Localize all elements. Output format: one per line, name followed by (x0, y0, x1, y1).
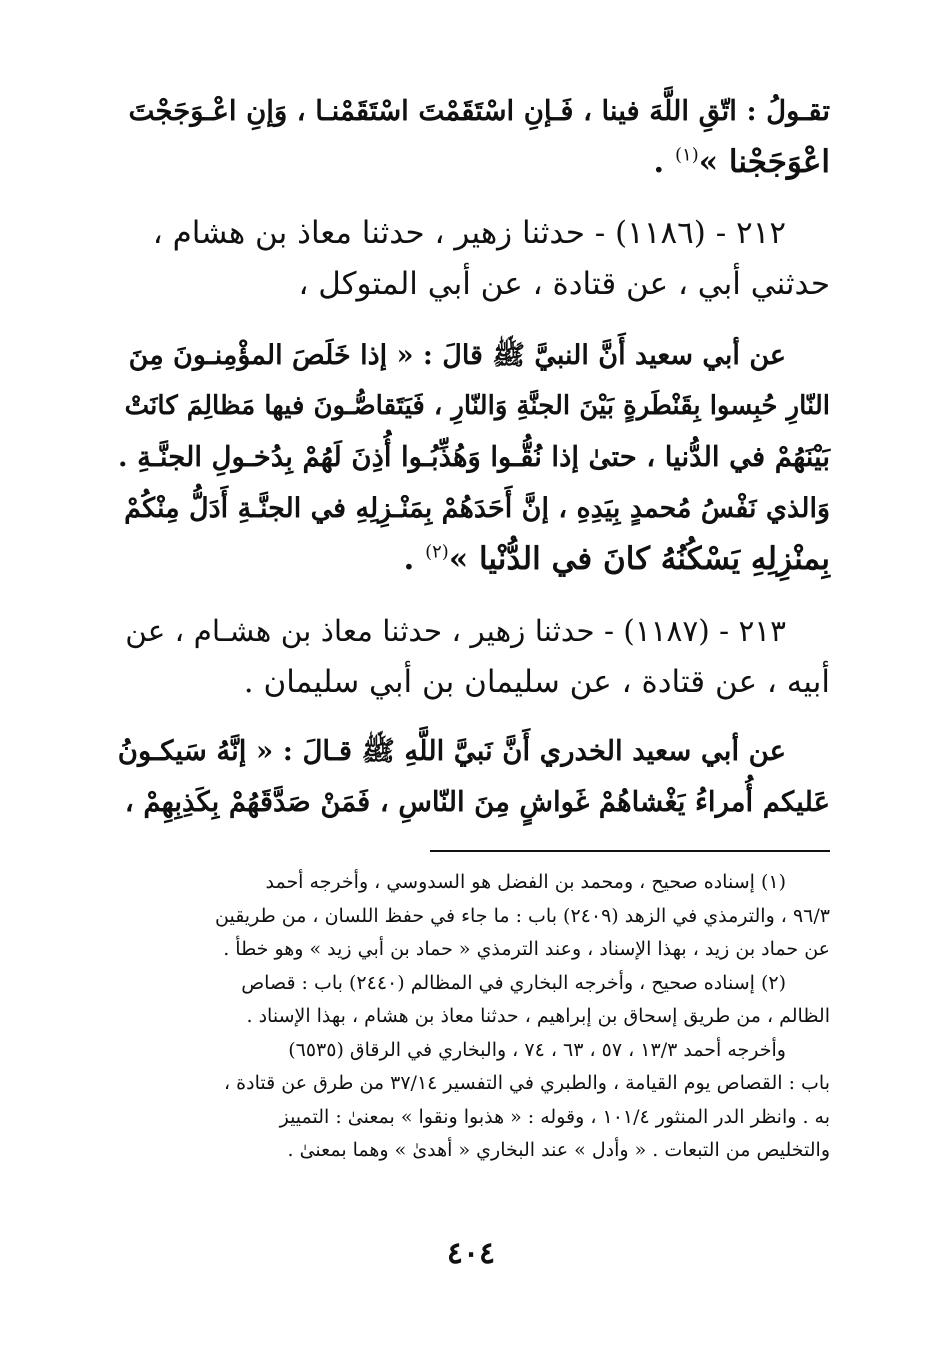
footnote-ref-1[interactable]: (١) (675, 144, 699, 166)
text-line (118, 534, 830, 585)
footnote-line: والتخليص من التبعات . « وأدل » عند البخاري « أهدىٰ » وهما بمعنىٰ . (287, 1139, 830, 1161)
text-fragment: بِمنْزِلِهِ يَسْكُنُهُ كانَ في الدُّنْيا » (448, 541, 830, 577)
text-fragment: . (653, 144, 675, 180)
text-line: أبيه ، عن قتادة ، عن سليمان بن أبي سليمان . (243, 664, 830, 700)
text-line: النّارِ حُبِسوا بِقَنْطَرةٍ بَيْنَ الجنَّةِ وَالنّارِ ، فَيَتَقاصُّـونَ فيها مَظالِمَ كانَتْ (124, 391, 830, 421)
page-number: ٤٠٤ (446, 1236, 496, 1271)
text-fragment: اعْوَجَجْنا » (698, 144, 830, 180)
text-line: عن أبي سعيد الخدري أَنَّ نَبيَّ اللَّهِ ﷺ قـالَ : « إنَّهُ سَيكـونُ (117, 735, 786, 767)
footnotes-section (118, 866, 830, 1168)
footnote-divider (430, 850, 830, 852)
text-line: تقـولُ : اتّقِ اللَّهَ فينا ، فَـإنِ اسْتَقَمْتَ اسْتَقَمْنـا ، وَإنِ اعْـوَجَجْتَ (128, 95, 830, 127)
isnad-213-paragraph (118, 606, 830, 708)
text-line: وَالذي نَفْسُ مُحمدٍ بِيَدِهِ ، إنَّ أَحَدَهُمْ بِمَنْـزِلِهِ في الجنَّـةِ أَدَلُّ مِنْكُمْ (124, 493, 830, 524)
footnote-line: عن حماد بن زيد ، بهذا الإسناد ، وعند الترمذي « حماد بن أبي زيد » وهو خطأ . (223, 938, 830, 960)
footnote-ref-2[interactable]: (٢) (425, 541, 449, 563)
footnote-line: به . وانظر الدر المنثور ١٠١/٤ ، وقوله : « هذبوا ونقوا » بمعنىٰ : التمييز (279, 1105, 830, 1128)
footnote-line: ٩٦/٣ ، والترمذي في الزهد (٢٤٠٩) باب : ما جاء في حفظ اللسان ، من طريقين (215, 904, 830, 927)
text-line: حدثني أبي ، عن قتادة ، عن أبي المتوكل ، (298, 266, 830, 302)
text-line: ٢١٢ - (١١٨٦) - حدثنا زهير ، حدثنا معاذ بن هشام ، (152, 215, 786, 251)
footnote-line: باب : القصاص يوم القيامة ، والطبري في التفسير ٣٧/١٤ من طرق عن قتادة ، (224, 1072, 830, 1094)
text-line: عن أبي سعيد أَنَّ النبيَّ ﷺ قالَ : « إذا خَلَصَ المؤْمِنـونَ مِنَ (128, 340, 786, 371)
text-line: ٢١٣ - (١١٨٧) - حدثنا زهير ، حدثنا معاذ بن هشـام ، عن (125, 614, 786, 648)
footnote-line: الظالم ، من طريق إسحاق بن إبراهيم ، حدثنا معاذ بن هشام ، بهذا الإسناد . (246, 1005, 830, 1027)
footnote-line: (١) إسناده صحيح ، ومحمد بن الفضل هو السدوسي ، وأخرجه أحمد (265, 871, 786, 893)
text-line: عَليكم أُمراءُ يَغْشاهُمْ غَواشٍ مِنَ النّاسِ ، فَمَنْ صَدَّقَهُمْ بِكَذِبِهِمْ ، (124, 786, 830, 818)
hadith-212-matn-paragraph (118, 330, 830, 585)
isnad-212-paragraph (118, 208, 830, 310)
text-line: بَيْنَهُمْ في الدُّنيا ، حتىٰ إذا نُقُّـوا وَهُذِّبُـوا أُذِنَ لَهُمْ بِدُخـولِ الجنَّـةِ . (117, 441, 830, 473)
hadith-213-matn-paragraph (118, 726, 830, 828)
hadith-continuation-paragraph (118, 86, 830, 188)
text-line (118, 137, 830, 188)
footnote-line: وأخرجه أحمد ١٣/٣ ، ٥٧ ، ٦٣ ، ٧٤ ، والبخاري في الرقاق (٦٥٣٥) (288, 1038, 786, 1061)
footnote-line: (٢) إسناده صحيح ، وأخرجه البخاري في المظالم (٢٤٤٠) باب : قصاص (241, 971, 786, 994)
text-fragment: . (403, 541, 426, 577)
